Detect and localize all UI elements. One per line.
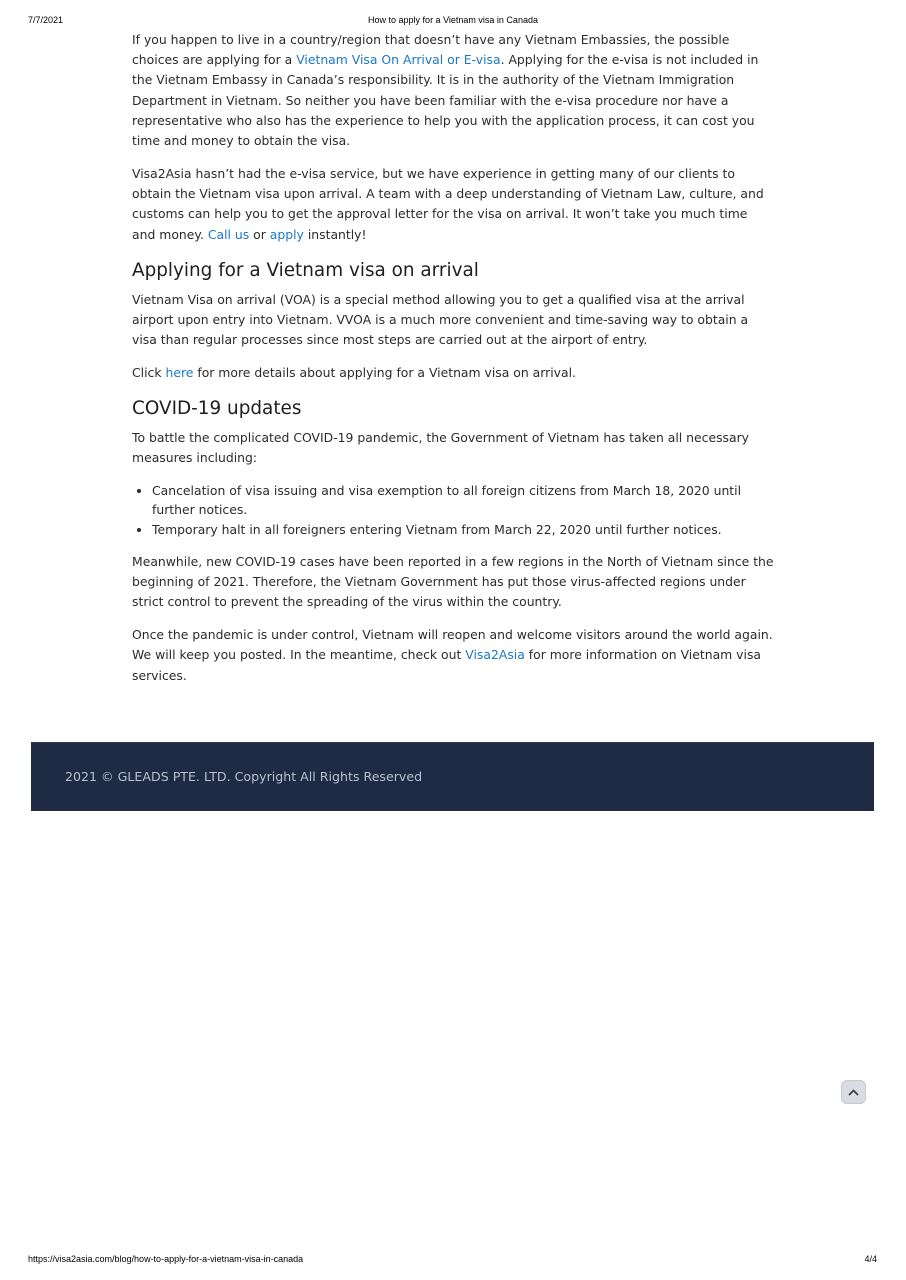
print-title: How to apply for a Vietnam visa in Canada xyxy=(368,15,538,25)
link-apply[interactable]: apply xyxy=(269,226,304,242)
link-voa-evisa[interactable]: Vietnam Visa On Arrival or E-visa xyxy=(296,52,501,68)
site-footer xyxy=(31,742,874,811)
back-to-top-button[interactable] xyxy=(841,1080,866,1104)
paragraph-voa: Vietnam Visa on arrival (VOA) is a special method allowing you to get a qualified visa at the arrival airport upon entry into Vietnam. VVOA is a much more convenient and time-saving way to obtain a visa than regular processes since most steps are carried out at the airport of entry. xyxy=(132,291,749,348)
paragraph-reopen: Once the pandemic is under control, Vietnam will reopen and welcome visitors around the world again. We will keep you posted. In the meantime, check out Visa2Asia for more information on Vietnam visa services. xyxy=(132,627,773,683)
paragraph-visa2asia: Visa2Asia hasn’t had the e-visa service, but we have experience in getting many of our clients to obtain the Vietnam visa upon arrival. A team with a deep understanding of Vietnam Law, culture, and customs can help you to get the approval letter for the visa on arrival. It won’t take you much time and money. Call us or apply instantly! xyxy=(132,166,764,242)
link-visa2asia[interactable]: Visa2Asia xyxy=(465,647,525,663)
paragraph-embassy: If you happen to live in a country/region that doesn’t have any Vietnam Embassies, the possible choices are applying for a Vietnam Visa On Arrival or E-visa. Applying for the e-visa is not included in the Vietnam Embassy in Canada’s responsibility. It is in the authority of the Vietnam Immigration Department in Vietnam. So neither you have been familiar with the e-visa procedure nor have a representative who also has the experience to help you with the application process, it can cost you time and money to obtain the visa. xyxy=(132,32,759,149)
print-date: 7/7/2021 xyxy=(28,15,64,25)
link-call-us[interactable]: Call us xyxy=(207,226,250,242)
heading-covid-updates: COVID-19 updates xyxy=(132,398,302,420)
heading-visa-on-arrival: Applying for a Vietnam visa on arrival xyxy=(132,259,479,281)
chevron-up-icon xyxy=(848,1088,859,1096)
paragraph-covid-measures: To battle the complicated COVID-19 pandemic, the Government of Vietnam has taken all necessary measures including: xyxy=(132,430,750,466)
list-item: • Temporary halt in all foreigners entering Vietnam from March 22, 2020 until further notices. xyxy=(152,520,774,539)
article-body xyxy=(132,30,774,699)
paragraph-new-cases: Meanwhile, new COVID-19 cases have been reported in a few regions in the North of Vietnam since the beginning of 2021. Therefore, the Vietnam Government has put those virus-affected regions under strict control to prevent the spreading of the virus within the country. xyxy=(132,553,774,610)
list-item: • Cancelation of visa issuing and visa exemption to all foreign citizens from March 18, 2020 until further notices. xyxy=(152,481,774,519)
link-here[interactable]: here xyxy=(165,365,194,381)
covid-measures-list xyxy=(132,481,774,539)
copyright-text: 2021 © GLEADS PTE. LTD. Copyright All Rights Reserved xyxy=(65,769,423,784)
paragraph-click-here: Click here for more details about applying for a Vietnam visa on arrival. xyxy=(132,365,576,381)
print-header xyxy=(0,15,906,27)
print-url: https://visa2asia.com/blog/how-to-apply-for-a-vietnam-visa-in-canada xyxy=(28,1254,304,1264)
print-footer xyxy=(0,1254,906,1266)
print-page-number: 4/4 xyxy=(864,1254,877,1264)
